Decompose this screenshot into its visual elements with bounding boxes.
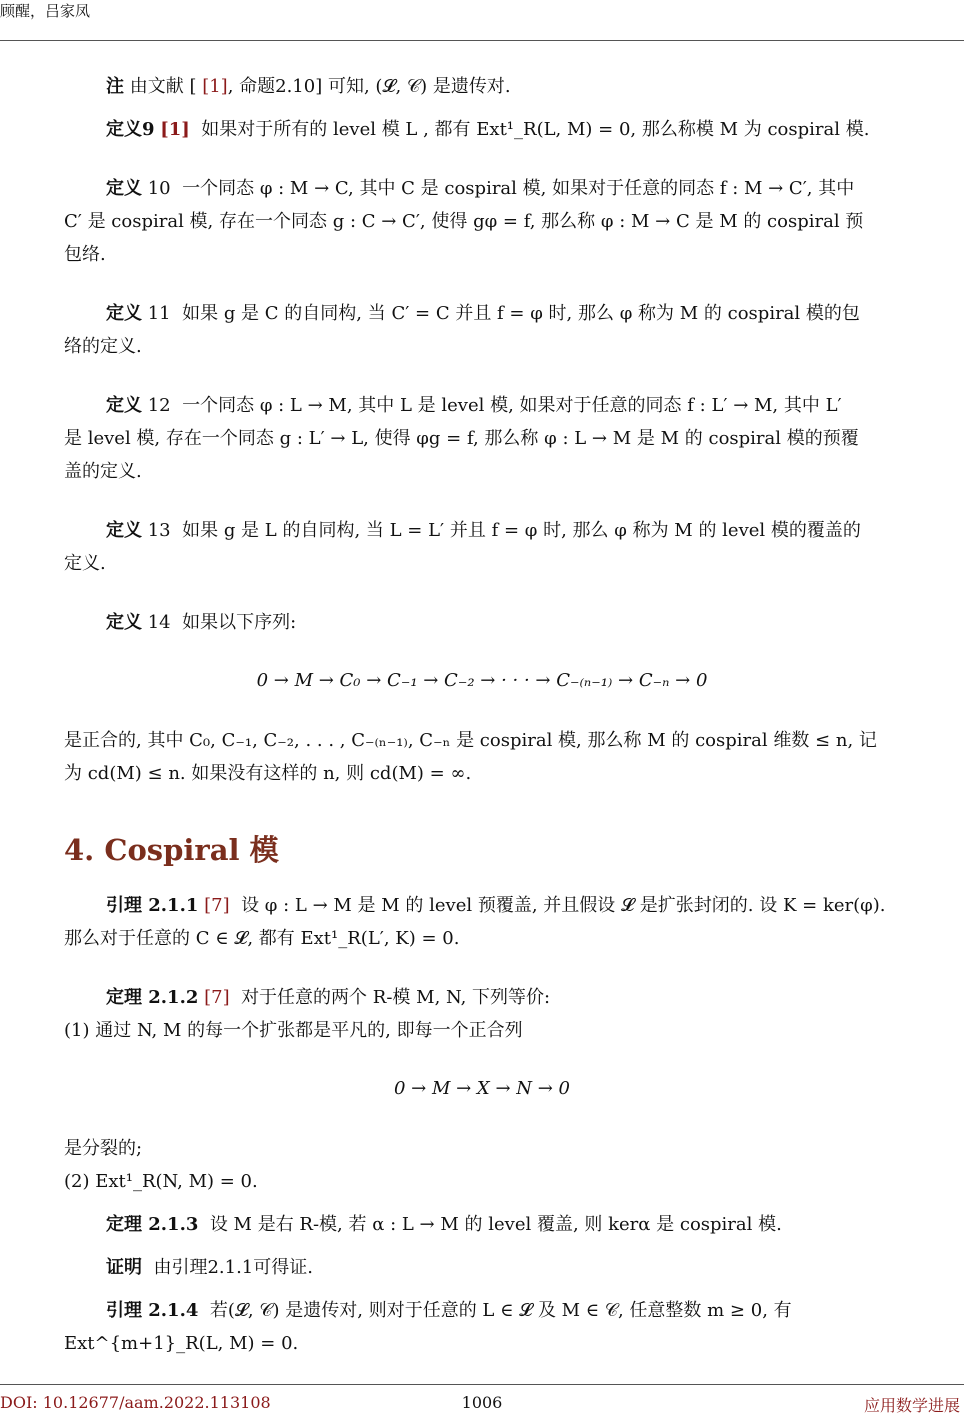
definition-12-line-2: 是 level 模, 存在一个同态 g : L′ → L, 使得 φg = f, 那么称 φ : L → M 是 M 的 cospiral 模的预覆 <box>64 428 859 449</box>
running-header-authors: 顾醒，吕家凤 <box>0 2 91 20</box>
lemma-2-1-1-citation[interactable]: [7] <box>204 895 230 916</box>
definition-10-line-3: 包络. <box>64 244 106 265</box>
definition-12 <box>64 389 964 488</box>
definition-14-keyword: 定义 <box>106 612 142 633</box>
theorem-2-1-2-line-1: 对于任意的两个 R-模 M, N, 下列等价: <box>241 987 551 1008</box>
definition-10-line-1: 一个同态 φ : M → C, 其中 C 是 cospiral 模, 如果对于任意的同态 f : M → C′, 其中 <box>182 178 855 199</box>
theorem-2-1-2-display-equation: 0 → M → X → N → 0 <box>393 1078 570 1099</box>
definition-12-line-1: 一个同态 φ : L → M, 其中 L 是 level 模, 如果对于任意的同态 f : L′ → M, 其中 L′ <box>182 395 842 416</box>
header-rule <box>0 40 964 41</box>
proof <box>64 1251 964 1284</box>
definition-11 <box>64 297 964 363</box>
theorem-2-1-2-keyword: 定理 2.1.2 <box>106 987 199 1008</box>
lemma-2-1-1-line-1: 设 φ : L → M 是 M 的 level 预覆盖, 并且假设 𝓛 是扩张封闭的. 设 K = ker(φ). <box>241 895 886 916</box>
definition-10 <box>64 172 964 271</box>
definition-13-line-1: 如果 g 是 L 的自同构, 当 L = L′ 并且 f = φ 时, 那么 φ 称为 M 的 level 模的覆盖的 <box>182 520 861 541</box>
definition-14-line-2: 是正合的, 其中 C₀, C₋₁, C₋₂, . . . , C₋₍ₙ₋₁₎, C₋ₙ 是 cospiral 模, 那么称 M 的 cospiral 维数 ≤ n, 记 <box>64 730 877 751</box>
definition-14 <box>64 606 964 639</box>
footer-journal-name: 应用数学进展 <box>863 1396 960 1415</box>
note-text-1: 由文献 [ <box>124 76 203 97</box>
definition-13 <box>64 514 964 580</box>
theorem-2-1-2-line-2: (1) 通过 N, M 的每一个扩张都是平凡的, 即每一个正合列 <box>64 1020 523 1041</box>
theorem-2-1-3-text: 设 M 是右 R-模, 若 α : L → M 的 level 覆盖, 则 kerα 是 cospiral 模. <box>209 1214 782 1235</box>
theorem-2-1-2-line-4: (2) Ext¹_R(N, M) = 0. <box>64 1171 258 1192</box>
definition-12-line-3: 盖的定义. <box>64 461 142 482</box>
definition-10-number: 10 <box>147 178 171 199</box>
definition-12-number: 12 <box>147 395 171 416</box>
definition-14-continuation <box>64 724 964 790</box>
definition-9-text: 如果对于所有的 level 模 L , 都有 Ext¹_R(L, M) = 0, 那么称模 M 为 cospiral 模. <box>201 119 870 140</box>
definition-13-line-2: 定义. <box>64 553 106 574</box>
lemma-2-1-1-keyword: 引理 2.1.1 <box>106 895 199 916</box>
note-paragraph <box>64 70 964 103</box>
lemma-2-1-4 <box>64 1294 964 1360</box>
definition-14-line-1: 如果以下序列: <box>182 612 297 633</box>
lemma-2-1-1-line-2: 那么对于任意的 C ∈ 𝓛, 都有 Ext¹_R(L′, K) = 0. <box>64 928 460 949</box>
lemma-2-1-4-line-1: 若(𝓛, 𝒞) 是遗传对, 则对于任意的 L ∈ 𝓛 及 M ∈ 𝒞, 任意整数 m ≥ 0, 有 <box>209 1300 792 1321</box>
definition-14-line-3: 为 cd(M) ≤ n. 如果没有这样的 n, 则 cd(M) = ∞. <box>64 763 472 784</box>
footer-page-number: 1006 <box>461 1393 503 1412</box>
definition-11-keyword: 定义 <box>106 303 142 324</box>
definition-13-keyword: 定义 <box>106 520 142 541</box>
theorem-2-1-2 <box>64 981 964 1047</box>
footer-doi-link[interactable]: DOI: 10.12677/aam.2022.113108 <box>0 1393 271 1412</box>
note-keyword: 注 <box>106 76 124 97</box>
note-citation[interactable]: [1] <box>202 76 228 97</box>
definition-11-line-1: 如果 g 是 C 的自同构, 当 C′ = C 并且 f = φ 时, 那么 φ 称为 M 的 cospiral 模的包 <box>182 303 860 324</box>
theorem-2-1-3-keyword: 定理 2.1.3 <box>106 1214 199 1235</box>
theorem-2-1-2-continuation <box>64 1132 964 1198</box>
definition-9-keyword: 定义9 <box>106 119 155 140</box>
definition-13-number: 13 <box>147 520 171 541</box>
definition-14-number: 14 <box>147 612 171 633</box>
note-text-2: , 命题2.10] 可知, (𝓛, 𝒞) 是遗传对. <box>227 76 511 97</box>
definition-14-display-equation: 0 → M → C₀ → C₋₁ → C₋₂ → · · · → C₋₍ₙ₋₁₎ → C₋ₙ → 0 <box>256 670 708 691</box>
definition-11-line-2: 络的定义. <box>64 336 142 357</box>
definition-11-number: 11 <box>147 303 171 324</box>
definition-10-line-2: C′ 是 cospiral 模, 存在一个同态 g : C → C′, 使得 gφ = f, 那么称 φ : M → C 是 M 的 cospiral 预 <box>64 211 864 232</box>
definition-12-keyword: 定义 <box>106 395 142 416</box>
definition-9 <box>64 113 964 146</box>
definition-10-keyword: 定义 <box>106 178 142 199</box>
section-title: 4. Cospiral 模 <box>64 833 279 867</box>
lemma-2-1-1 <box>64 889 964 955</box>
proof-text: 由引理2.1.1可得证. <box>153 1257 313 1278</box>
definition-9-citation[interactable]: [1] <box>160 119 190 140</box>
proof-keyword: 证明 <box>106 1257 142 1278</box>
theorem-2-1-3 <box>64 1208 964 1241</box>
footer-rule <box>0 1384 964 1385</box>
theorem-2-1-2-citation[interactable]: [7] <box>204 987 230 1008</box>
lemma-2-1-4-line-2: Ext^{m+1}_R(L, M) = 0. <box>64 1333 299 1354</box>
lemma-2-1-4-keyword: 引理 2.1.4 <box>106 1300 199 1321</box>
theorem-2-1-2-line-3: 是分裂的; <box>64 1138 143 1159</box>
